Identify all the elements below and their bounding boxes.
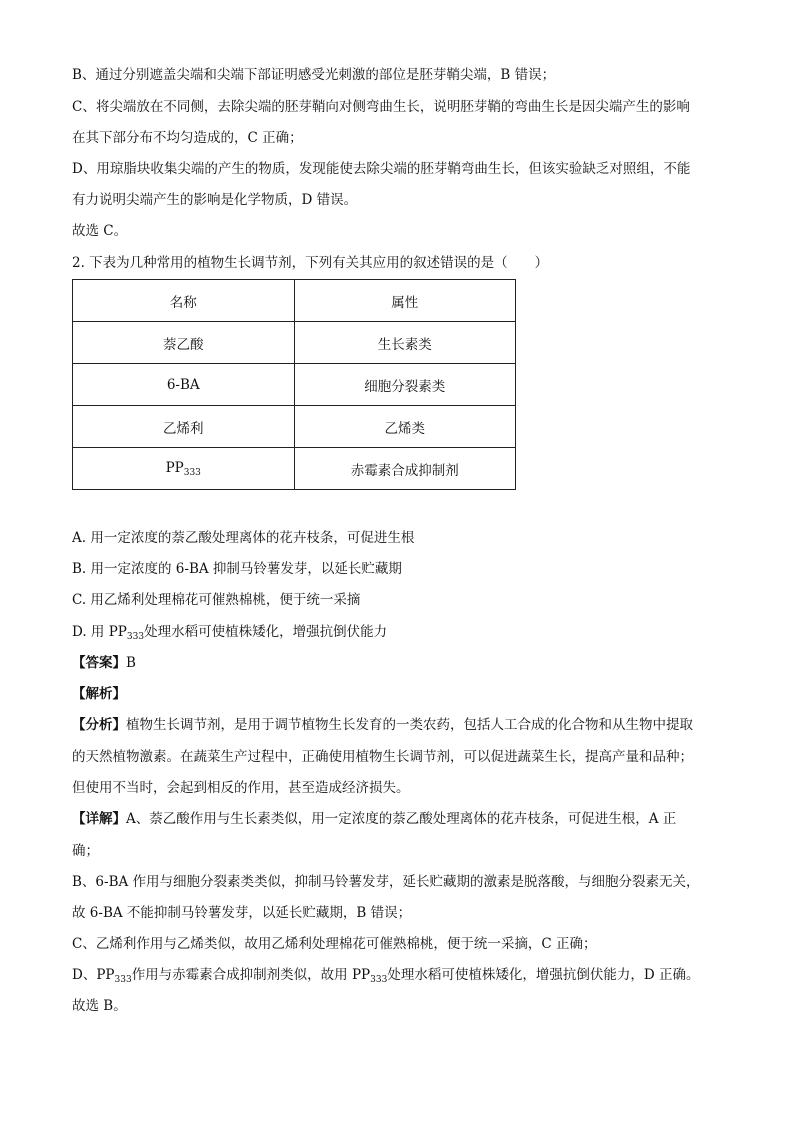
option-d-prefix: D. 用 PP bbox=[72, 624, 127, 640]
detail-d-prefix: D、PP bbox=[72, 967, 115, 983]
regulator-table bbox=[72, 279, 516, 490]
detail-d-suffix: 处理水稻可使植株矮化，增强抗倒伏能力，D 正确。 bbox=[387, 967, 700, 983]
table-cell-name bbox=[73, 448, 295, 490]
table-row bbox=[73, 448, 516, 490]
table-cell-attr: 生长素类 bbox=[294, 322, 516, 364]
detail-line-c: C、乙烯利作用与乙烯类似，故用乙烯利处理棉花可催熟棉桃，便于统一采摘，C 正确； bbox=[72, 936, 597, 952]
analysis-option-b: B、通过分别遮盖尖端和尖端下部证明感受光刺激的部位是胚芽鞘尖端，B 错误； bbox=[72, 67, 556, 83]
analysis-option-d-line1: D、用琼脂块收集尖端的产生的物质，发现能使去除尖端的胚芽鞘弯曲生长，但该实验缺乏对照组，不能 bbox=[72, 161, 691, 177]
table-cell-attr: 乙烯类 bbox=[294, 406, 516, 448]
table-cell-name: 乙烯利 bbox=[73, 406, 295, 448]
option-b: B. 用一定浓度的 6-BA 抑制马铃薯发芽，以延长贮藏期 bbox=[72, 561, 402, 577]
analysis-option-c-line1: C、将尖端放在不同侧，去除尖端的胚芽鞘向对侧弯曲生长，说明胚芽鞘的弯曲生长是因尖端产生的影响 bbox=[72, 99, 690, 115]
answer-value: B bbox=[126, 655, 136, 671]
table-cell-name: 萘乙酸 bbox=[73, 322, 295, 364]
table-row bbox=[73, 322, 516, 364]
detail-line-a2: 确； bbox=[72, 843, 99, 859]
analysis-line2: 的天然植物激素。在蔬菜生产过程中，正确使用植物生长调节剂，可以促进蔬菜生长，提高产量和品种； bbox=[72, 749, 693, 765]
table-row bbox=[73, 364, 516, 406]
table-header-row bbox=[73, 280, 516, 322]
table-cell-attr: 赤霉素合成抑制剂 bbox=[294, 448, 516, 490]
table-cell-attr: 细胞分裂素类 bbox=[294, 364, 516, 406]
option-a: A. 用一定浓度的萘乙酸处理离体的花卉枝条，可促进生根 bbox=[72, 530, 415, 546]
analysis-conclusion: 故选 C。 bbox=[72, 223, 128, 239]
explanation-label: 【解析】 bbox=[72, 686, 126, 702]
table-cell-name: 6-BA bbox=[73, 364, 295, 406]
detail-label: 【详解】 bbox=[72, 811, 126, 827]
table-header-attr: 属性 bbox=[294, 280, 516, 322]
table-row bbox=[73, 406, 516, 448]
option-d-suffix: 处理水稻可使植株矮化，增强抗倒伏能力 bbox=[144, 624, 388, 640]
analysis-option-d-line2: 有力说明尖端产生的影响是化学物质，D 错误。 bbox=[72, 192, 358, 208]
option-d-subscript: 333 bbox=[126, 632, 145, 642]
detail-line-a1 bbox=[72, 810, 722, 828]
detail-d-middle: 作用与赤霉素合成抑制剂类似，故用 PP bbox=[131, 967, 371, 983]
table-header-name: 名称 bbox=[73, 280, 295, 322]
answer-line bbox=[72, 654, 722, 672]
option-c: C. 用乙烯利处理棉花可催熟棉桃，便于统一采摘 bbox=[72, 592, 361, 608]
analysis-line1 bbox=[72, 716, 722, 734]
table-cell-name-base: PP bbox=[165, 459, 184, 476]
detail-line-b2: 故 6-BA 不能抑制马铃薯发芽，以延长贮藏期，B 错误； bbox=[72, 905, 412, 921]
detail-d-subscript-1: 333 bbox=[114, 975, 132, 985]
detail-d-subscript-2: 333 bbox=[370, 975, 388, 985]
analysis-label: 【分析】 bbox=[72, 717, 126, 733]
analysis-option-c-line2: 在其下部分布不均匀造成的，C 正确； bbox=[72, 130, 303, 146]
table-cell-name-subscript: 333 bbox=[183, 467, 201, 478]
detail-line-d bbox=[72, 966, 722, 989]
answer-label: 【答案】 bbox=[72, 655, 126, 671]
detail-line-b1: B、6-BA 作用与细胞分裂素类类似，抑制马铃薯发芽，延长贮藏期的激素是脱落酸，与细胞分裂素无关， bbox=[72, 874, 700, 890]
question-stem: 2. 下表为几种常用的植物生长调节剂，下列有关其应用的叙述错误的是（ ） bbox=[72, 255, 549, 271]
option-d bbox=[72, 623, 722, 646]
detail-text-a1: A、萘乙酸作用与生长素类似，用一定浓度的萘乙酸处理离体的花卉枝条，可促进生根，A 正 bbox=[126, 811, 677, 827]
explanation-conclusion: 故选 B。 bbox=[72, 998, 127, 1014]
analysis-text1: 植物生长调节剂，是用于调节植物生长发育的一类农药，包括人工合成的化合物和从生物中提取 bbox=[126, 717, 693, 733]
analysis-line3: 但使用不当时，会起到相反的作用，甚至造成经济损失。 bbox=[72, 780, 410, 796]
